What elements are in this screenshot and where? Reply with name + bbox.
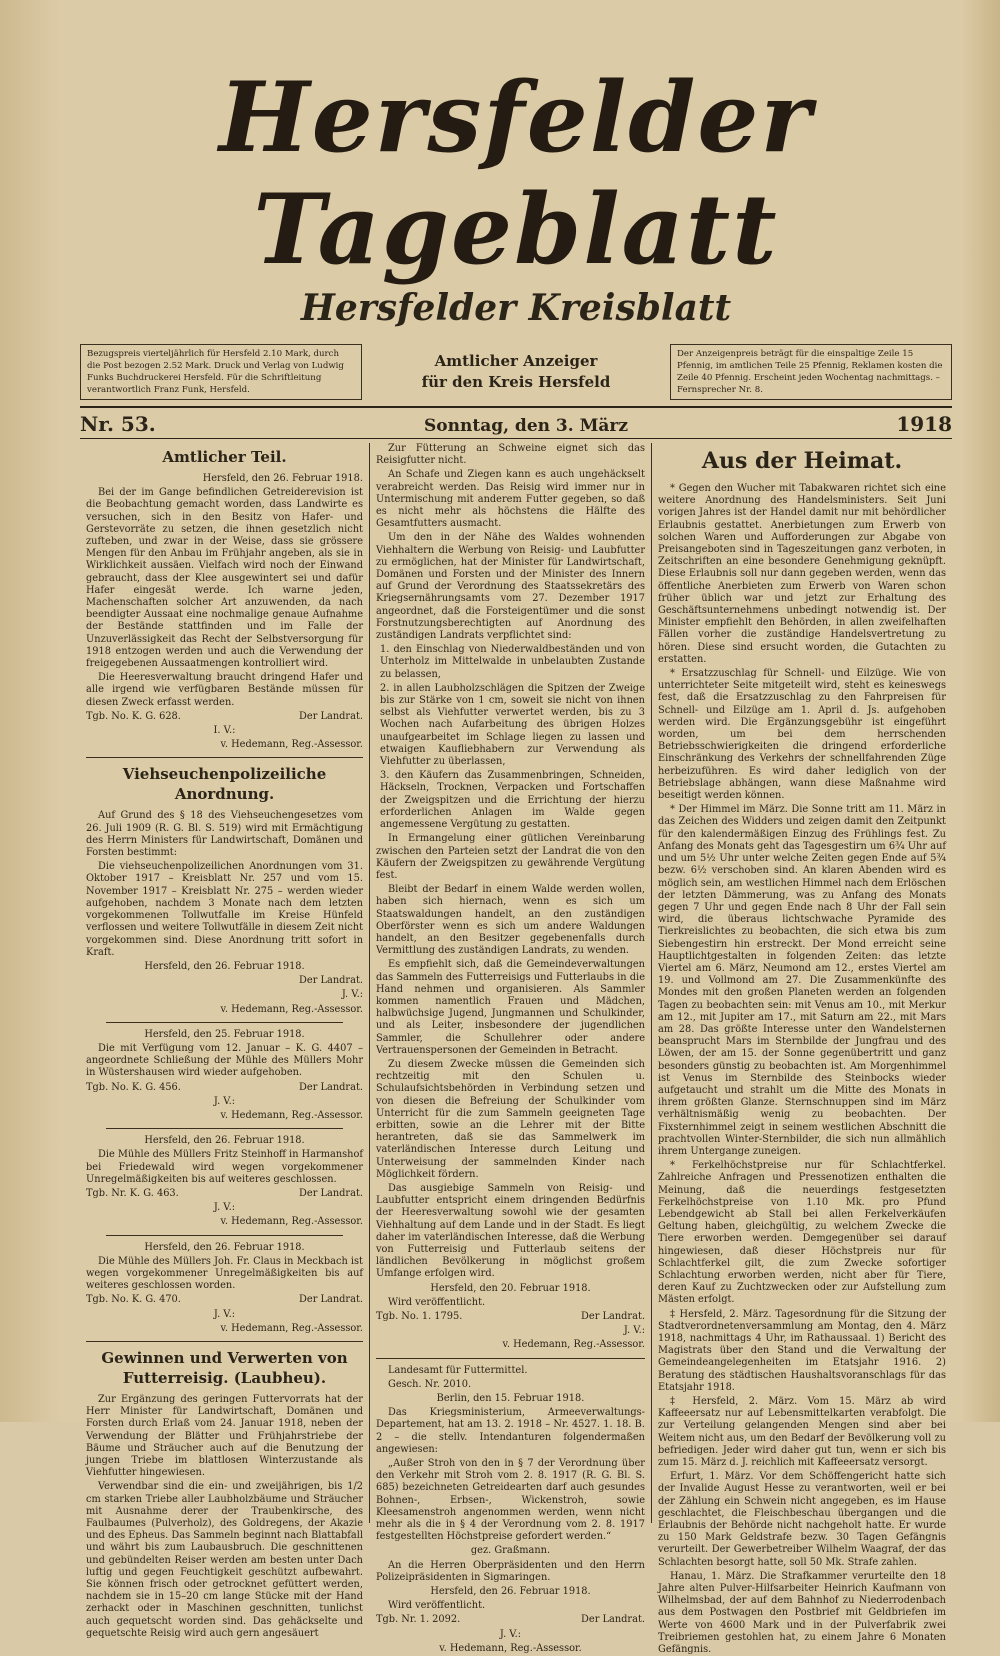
subscription-info-box: Bezugspreis vierteljährlich für Hersfeld 2.10 Mark, durch die Post bezogen 2.52 Mark. Druck und Verlag von Ludwig Funks Buchdruckerei Hersfeld. Für die Schriftleitung verantwortlich Franz Funk, Hersfeld.: [80, 344, 362, 400]
article-paragraph: „Außer Stroh von den in § 7 der Verordnung über den Verkehr mit Stroh vom 2. 8. 1917 (R. G. Bl. S. 685) bezeichneten Getreidearten darf auch gesundes Bohnen-, Erbsen-, Wickenstroh, sowie Kleesamenstroh angenommen werden, wenn nicht mehr als die in § 4 der Verordnung vom 2. 8. 1917 festgestellten Höchstpreise gefordert werden.“: [376, 1458, 645, 1543]
notice-divider: [106, 1235, 343, 1236]
signature-line: [376, 1614, 645, 1626]
advertising-info-box: Der Anzeigenpreis beträgt für die einspaltige Zeile 15 Pfennig, im amtlichen Teile 25 Pfennig, Reklamen kosten die Zeile 40 Pfennig. Erscheint jeden Wochentag nachmittags. – Fernsprecher Nr. 8.: [670, 344, 952, 400]
reference-number: Tgb. No. K. G. 456.: [86, 1081, 181, 1093]
dateline-rule: [80, 438, 952, 439]
dateline: [80, 408, 952, 438]
signature-deputy: J. V.:: [499, 1628, 522, 1640]
official-gazette-line2: für den Kreis Hersfeld: [421, 373, 611, 391]
article-paragraph: Verwendbar sind die ein- und zweijährigen, bis 1/2 cm starken Triebe aller Laubholzbäume und Sträucher mit Ausnahme derer der Traubenkirsche, des Faulbaumes (Pulverholz), des Goldregens, der Akazie und des Epheus. Das Sammeln beginnt nach Blattabfall und währt bis zum Laubausbruch. Die geschnittenen und gebündelten Reiser werden am besten unter Dach luftig und gegen Feuchtigkeit geschützt aufbewahrt. Sie können frisch oder getrocknet gefüttert werden, nachdem sie in 15–20 cm lange Stücke mit der Hand zerhackt oder in Maschinen geschnitten, tunlichst auch gequetscht worden sind. Das gehäckselte und gequetschte Reisig wird auch gern angesäuert: [86, 1481, 363, 1639]
article-paragraph: Bei der im Gange befindlichen Getreiderevision ist die Beobachtung gemacht worden, dass Landwirte es versuchen, sich in den Besitz von Hafer- und Gerstevorräte zu setzen, die ihnen gesetzlich nicht zufteben, und zwar in der Weise, dass sie grössere Mengen für den Anbau im Frühjahr angeben, als sie in Wirklichkeit aussäen. Vielfach wird noch der Einwand gebraucht, dass der Klee ausgewintert sei und dafür Hafer eingesät werde. Ich warne jeden, Machenschaften solcher Art anzuwenden, da nach beendigter Aussaat eine nochmalige genaue Aufnahme der Bestände stattfinden und im Falle der Unzuverlässigkeit das Recht der Selbstversorgung für 1918 entzogen werden und auch die Verwendung der freigegebenen Aussaatmengen kontrolliert wird.: [86, 487, 363, 670]
signature-line: [86, 1188, 363, 1200]
list-item: 3. den Käufern das Zusammenbringen, Schneiden, Häckseln, Trocknen, Verpacken und Fortschaffen der Zweigspitzen und die Errichtung der hierzu erforderlichen Anlagen im Walde gegen angemessene Vergütung zu gestatten.: [380, 770, 645, 831]
signature-title: Der Landrat.: [299, 1187, 363, 1199]
notice-divider: [106, 1022, 343, 1023]
article-paragraph: Die Heeresverwaltung braucht dringend Hafer und alle irgend wie verfügbaren Bestände müssen für diesen Zweck erfasst werden.: [86, 672, 363, 708]
article-paragraph: In Ermangelung einer gütlichen Vereinbarung zwischen den Parteien setzt der Landrat die von den Käufern der Zweigspitzen zu gewährende Vergütung fest.: [376, 833, 645, 881]
dateline-text: Hersfeld, den 26. Februar 1918.: [144, 960, 305, 972]
issue-date: Sonntag, den 3. März: [424, 416, 629, 436]
published-note: Wird veröffentlicht.: [388, 1600, 486, 1612]
list-item: 1. den Einschlag von Niederwaldbeständen und von Unterholz im Mittelwalde in unbelaubten Zustande zu belassen,: [380, 644, 645, 680]
masthead-info-row: [80, 344, 952, 400]
dateline-text: Hersfeld, den 26. Februar 1918.: [144, 1135, 305, 1147]
signature-deputy: J. V.:: [341, 989, 363, 1001]
signature-line: [86, 711, 363, 723]
article-paragraph: Zu diesem Zwecke müssen die Gemeinden sich rechtzeitig mit den Schulen u. Schulaufsichtsbehörden in Verbindung setzen und von diesen die Befreiung der Schulkinder vom Unterricht für die zum Sammeln geeigneten Tage erbitten, sowie an die Lehrer mit der Bitte herantreten, daß sie das Sammelwerk im vaterländischen Interesse durch Leitung und Unterweisung der sammelnden Kinder nach Möglichkeit fördern.: [376, 1058, 645, 1180]
signature-title: Der Landrat.: [299, 710, 363, 722]
section-divider: [86, 757, 363, 758]
dateline-text: Hersfeld, den 26. Februar 1918.: [144, 1241, 305, 1253]
signature-deputy: J. V.:: [213, 1202, 236, 1214]
signature-title: Der Landrat.: [299, 1081, 363, 1093]
column-fodder-continued: [370, 443, 652, 1654]
news-item: * Gegen den Wucher mit Tabakwaren richtet sich eine weitere Anordnung des Handelsministers. Seit Juni vorigen Jahres ist der Handel damit nur mit behördlicher Erlaubnis gestattet. Anerbietungen zum Erwerb von solchen Waren und Aufforderungen zur Abgabe von Preisangeboten sind in Tageszeitungen ganz verboten, in Zeitschriften an eine besondere Genehmigung geknüpft. Diese Erlaubnis soll nur dann gegeben werden, wenn das öffentliche Anerbieten zum Erwerb von Waren schon früher üblich war und jetzt zur Erhaltung des Geschäftsunternehmens unbedingt notwendig ist. Der Minister empfiehlt den Behörden, in allen zweifelhaften Fällen vorher die zuständige Handelsvertretung zu hören. Diese sind ersucht worden, die Gutachten zu erstatten.: [658, 483, 946, 665]
article-paragraph: Zur Fütterung an Schweine eignet sich das Reisigfutter nicht.: [376, 443, 645, 467]
columns: [80, 443, 952, 1656]
signature-title: Der Landrat.: [299, 975, 363, 987]
heading-livestock-order: Viehseuchenpolizeiliche Anordnung.: [122, 765, 327, 804]
signature-name: v. Hedemann, Reg.-Assessor.: [502, 1339, 645, 1351]
news-item: * Ferkelhöchstpreise nur für Schlachtferkel. Zahlreiche Anfragen und Pressenotizen enthalten die Meinung, daß die neuerdings festgesetzten Ferkelhöchstpreise von 1.10 Mk. pro Pfund Lebendgewicht ab Stall bei allen Ferkelverkäufen Geltung haben, gleichgültig, zu welchem Zwecke die Tiere erworben werden. Demgegenüber sei darauf hingewiesen, daß dieser Höchstpreis nur für Schlachtferkel gilt, die zum Zwecke sofortiger Schlachtung erworben werden, nicht aber für Tiere, deren Kauf zu Zuchtzwecken oder zur Aufstellung zum Mästen erfolgt.: [658, 1160, 946, 1306]
heading-fodder-twigs: Gewinnen und Verwerten von Futterreisig. (Laubheu).: [101, 1348, 348, 1387]
news-item: Hanau, 1. März. Die Strafkammer verurteilte den 18 Jahre alten Pulver-Hilfsarbeiter Heinrich Kaufmann von Wilhelmsbad, der auf dem Bahnhof zu Niederrodenbach aus dem Postwagen den Postbrief mit Geldbriefen im Werte von 4600 Mark und in der Pulverfabrik zwei Treibriemen gestohlen hat, zu einem Jahre 6 Monaten Gefängnis.: [658, 1570, 946, 1656]
masthead-subtitle: Hersfelder Kreisblatt: [300, 287, 732, 329]
official-gazette-line1: Amtlicher Anzeiger: [434, 352, 598, 370]
article-paragraph: Um den in der Nähe des Waldes wohnenden Viehhaltern die Werbung von Reisig- und Laubfutter zu ermöglichen, hat der Minister für Landwirtschaft, Domänen und Forsten und der Minister des Innern auf Grund der Verordnung des Staatssekretärs des Kriegsernährungsamts vom 27. Dezember 1917 angeordnet, daß die Forsteigentümer und die sonst Forstnutzungsberechtigten auf Anordnung des zuständigen Landrats verpflichtet sind:: [376, 532, 645, 642]
office-name: Landesamt für Futtermittel.: [388, 1364, 528, 1376]
business-number: Gesch. Nr. 2010.: [388, 1378, 472, 1390]
article-paragraph: Die viehseuchenpolizeilichen Anordnungen vom 31. Oktober 1917 – Kreisblatt Nr. 257 und vom 15. November 1917 – Kreisblatt Nr. 275 – werden wieder aufgehoben, nachdem 3 Monate nach dem letzten vorgekommenen Tollwutfalle im Kreise Hünfeld verflossen und weitere Tollwutfälle in diesem Zeit nicht vorgekommen sind. Diese Anordnung tritt sofort in Kraft.: [86, 861, 363, 958]
signature-title: Der Landrat.: [299, 1294, 363, 1306]
article-paragraph: Bleibt der Bedarf in einem Walde werden wollen, haben sich hiernach, wenn es sich um Staatswaldungen handelt, an den zuständigen Oberförster wenn es sich um andere Waldungen handelt, an den Besitzer gegebenenfalls durch Vermittlung des zuständigen Landrats, zu wenden.: [376, 884, 645, 957]
signature-deputy: I. V.:: [213, 725, 236, 737]
news-item: * Der Himmel im März. Die Sonne tritt am 11. März in das Zeichen des Widders und zeigen damit den Zeitpunkt für den kalendermäßigen Einzug des Frühlings fest. Zu Anfang des Monats geht das Tagesgestirn um 6¾ Uhr auf und um 5½ Uhr unter welche Zeiten gegen Ende auf 5¾ bezw. 6½ verschoben sind. An klaren Abenden wird es möglich sein, am westlichen Himmel nach dem Erlöschen der letzten Dämmerung, was zu Anfang des Monats gegen 7 Uhr und gegen Ende nach 8 Uhr der Fall sein wird, die überaus lichtschwache Pyramide des Tierkreislichtes zu beobachten, die sich etwa bis zum Siebengestirn hin erstreckt. Der Mond erreicht seine Hauptlichtgestalten in folgenden Zeiten: das letzte Viertel am 6. März, Neumond am 12., erstes Viertel am 19. und Vollmond am 27. Die Zusammenkünfte des Mondes mit den großen Planeten werden an folgenden Tagen zu beobachten sein: mit Venus am 10., mit Merkur am 12., mit Jupiter am 17., mit Saturn am 22., mit Mars am 28. Das größte Interesse unter den Wandelsternen beansprucht Mars im Sternbilde der Jungfrau und des Löwen, der am 15. der Sonne gegenübertritt und ganz besonders günstig zu beobachten ist. Am Morgenhimmel ist Venus im Sternbilde des Steinbocks wieder aufgetaucht und strahlt um die Mitte des Monats in ihrem größten Glanze. Sternschnuppen sind im März verhältnismäßig wenig zu beobachten. Der Fixsternhimmel zeigt in seinem westlichen Abschnitt die prachtvollen Winter-Sternbilder, die sich nun allmählich ihrem Untergange zuneigen.: [658, 804, 946, 1157]
signature-name: v. Hedemann, Reg.-Assessor.: [220, 1322, 363, 1334]
news-item: Erfurt, 1. März. Vor dem Schöffengericht hatte sich der Invalide August Hesse zu verantworten, weil er bei der Zählung ein Schwein nicht angegeben, es im Hause geschlachtet, die Fleischbeschau übergangen und die Erlaubnis der Behörde nicht nachgeholt hatte. Er wurde zu 150 Mark Geldstrafe bezw. 30 Tagen Gefängnis verurteilt. Der Gewerbetreiber Wilhelm Waagraf, der das Schlachten besorgt hatte, soll 50 Mk. Strafe zahlen.: [658, 1471, 946, 1568]
article-paragraph: Es empfiehlt sich, daß die Gemeindeverwaltungen das Sammeln des Futterreisigs und Futterlaubs in die Hand nehmen und organisieren. Als Sammler kommen namentlich Frauen und Mädchen, halbwüchsige Jugend, Jungmannen und Schulkinder, und als Leiter, insbesondere der jugendlichen Sammler, die Schullehrer oder andere Vertrauenspersonen der Gemeinden in Betracht.: [376, 959, 645, 1056]
news-item: * Ersatzzuschlag für Schnell- und Eilzüge. Wie von unterrichteter Seite mitgeteilt wird, steht es keineswegs fest, daß die Ersatzzuschlag zu den Fahrpreisen für Schnell- und Eilzüge am 1. April d. Js. aufgehoben werden wird. Die Ergänzungsgebühr ist eingeführt worden, um bei dem herrschenden Betriebsschwierigkeiten die dringend erforderliche Einschränkung des Verkehrs der schnellfahrenden Züge herbeizuführen. Es wird daher lediglich von der Betriebslage abhängen, wann diese Maßnahme wird beseitigt werden können.: [658, 668, 946, 802]
heading-local-news: Aus der Heimat.: [701, 448, 903, 474]
news-item: ‡ Hersfeld, 2. März. Tagesordnung für die Sitzung der Stadtverordnetenversammlung am Montag, den 4. März 1918, nachmittags 4 Uhr, im Rathaussaal. 1) Bericht des Magistrats über den Stand und die Verwaltung der Gemeindeangelegenheiten im Etatsjahr 1916. 2) Beratung des städtischen Haushaltsvoranschlags für das Etatsjahr 1918.: [658, 1308, 946, 1393]
section-divider: [86, 1341, 363, 1342]
signature-line: [86, 1082, 363, 1094]
signature-title: Der Landrat.: [581, 1311, 645, 1323]
official-gazette-label: [422, 351, 611, 393]
signature-title: Der Landrat.: [581, 1614, 645, 1626]
news-item: ‡ Hersfeld, 2. März. Vom 15. März ab wird Kaffeeersatz nur auf Lebensmittelkarten verabfolgt. Die zur Verteilung gelangenden Mengen sind aber bei Weitem nicht aus, um den Bedarf der Bevölkerung voll zu befriedigen. Jeder wird daher gut tun, wenn er sich bis zum 15. März d. J. reichlich mit Kaffeeersatz versorgt.: [658, 1396, 946, 1469]
dateline-text: Hersfeld, den 26. Februar 1918.: [430, 1586, 591, 1598]
signature-name: v. Hedemann, Reg.-Assessor.: [220, 1216, 363, 1228]
dateline-text: Hersfeld, den 26. Februar 1918.: [202, 473, 363, 484]
signature-deputy: J. V.:: [213, 1095, 236, 1107]
article-paragraph: Das ausgiebige Sammeln von Reisig- und Laubfutter entspricht einem dringenden Bedürfnis der Heeresverwaltung sowohl wie der gesamten Viehhaltung auf dem Lande und in der Stadt. Es liegt daher im vaterländischen Interesse, daß die Werbung von Futterreisig und Futterlaub seitens der ländlichen Bevölkerung in möglichst großem Umfange erfolgen wird.: [376, 1182, 645, 1280]
signature-line: [376, 1311, 645, 1323]
list-item: 2. in allen Laubholzschlägen die Spitzen der Zweige bis zur Stärke von 1 cm, soweit sie nicht von ihnen selbst als Viehfutter verwertet werden, bis zu 3 Wochen nach Aufarbeitung des übrigen Holzes unaufgearbeitet im Schlage liegen zu lassen und etwaigen Kaufliebhabern zur Verwendung als Viehfutter zu überlassen,: [380, 682, 645, 768]
heading-official-part: Amtlicher Teil.: [162, 448, 287, 466]
signature-name: v. Hedemann, Reg.-Assessor.: [439, 1642, 582, 1654]
signature-line: [86, 1294, 363, 1306]
article-paragraph: Das Kriegsministerium, Armeeverwaltungs-Departement, hat am 13. 2. 1918 – Nr. 4527. 1. 18. B. 2 – die stellv. Intendanturen folgendermaßen angewiesen:: [376, 1407, 645, 1455]
reference-number: Tgb. Nr. K. G. 463.: [86, 1187, 179, 1199]
article-paragraph: Auf Grund des § 18 des Viehseuchengesetzes vom 26. Juli 1909 (R. G. Bl. S. 519) wird mit Ermächtigung des Herrn Ministers für Landwirtschaft, Domänen und Forsten bestimmt:: [86, 810, 363, 859]
signature-deputy: J. V.:: [623, 1325, 645, 1337]
signature-deputy: J. V.:: [213, 1308, 236, 1320]
section-divider: [376, 1358, 645, 1359]
masthead-title: Hersfelder Tageblatt: [218, 61, 814, 286]
published-note: Wird veröffentlicht.: [388, 1296, 486, 1308]
reference-number: Tgb. No. K. G. 470.: [86, 1294, 181, 1306]
dateline-text: Hersfeld, den 25. Februar 1918.: [144, 1028, 305, 1040]
dateline-text: Berlin, den 15. Februar 1918.: [436, 1393, 585, 1405]
article-paragraph: Die Mühle des Müllers Fritz Steinhoff in Harmanshof bei Friedewald wird wegen vorgekommener Unregelmäßigkeiten bis auf weiteres geschlossen.: [86, 1149, 363, 1185]
article-paragraph: An Schafe und Ziegen kann es auch ungehäckselt verabreicht werden. Das Reisig wird immer nur in Untermischung mit anderem Futter gegeben, so daß es nicht mehr als höchstens die Hälfte des Gesamtfutters ausmacht.: [376, 469, 645, 530]
dateline-text: Hersfeld, den 20. Februar 1918.: [430, 1282, 591, 1294]
notice-divider: [106, 1128, 343, 1129]
article-paragraph: Die Mühle des Müllers Joh. Fr. Claus in Meckbach ist wegen vorgekommener Unregelmäßigkeiten bis auf weiteres geschlossen worden.: [86, 1255, 363, 1292]
reference-number: Tgb. No. 1. 1795.: [376, 1311, 463, 1323]
article-paragraph: Die mit Verfügung vom 12. Januar – K. G. 4407 – angeordnete Schließung der Mühle des Müllers Mohr in Wüstershausen wird wieder aufgehoben.: [86, 1042, 363, 1079]
column-local-news: [652, 443, 952, 1656]
signature-name: v. Hedemann, Reg.-Assessor.: [220, 1003, 363, 1015]
signature-name: gez. Graßmann.: [470, 1545, 551, 1557]
issue-number: Nr. 53.: [80, 412, 156, 436]
reference-number: Tgb. Nr. 1. 2092.: [376, 1614, 461, 1626]
column-official-part: [80, 443, 370, 1639]
signature-name: v. Hedemann, Reg.-Assessor.: [220, 1109, 363, 1121]
issue-year: 1918: [896, 412, 952, 436]
signature-name: v. Hedemann, Reg.-Assessor.: [220, 739, 363, 751]
article-paragraph: An die Herren Oberpräsidenten und den Herrn Polizeipräsidenten in Sigmaringen.: [376, 1559, 645, 1583]
reference-number: Tgb. No. K. G. 628.: [86, 710, 181, 722]
article-paragraph: Zur Ergänzung des geringen Futtervorrats hat der Herr Minister für Landwirtschaft, Domänen und Forsten durch Erlaß vom 24. Januar 1918, neben der Verwendung der Blätter und Frühjahrstriebe der Bäume und Sträucher auch auf die Benutzung der jungen Triebe im blattlosen Winterzustande als Viehfutter hingewiesen.: [86, 1393, 363, 1479]
